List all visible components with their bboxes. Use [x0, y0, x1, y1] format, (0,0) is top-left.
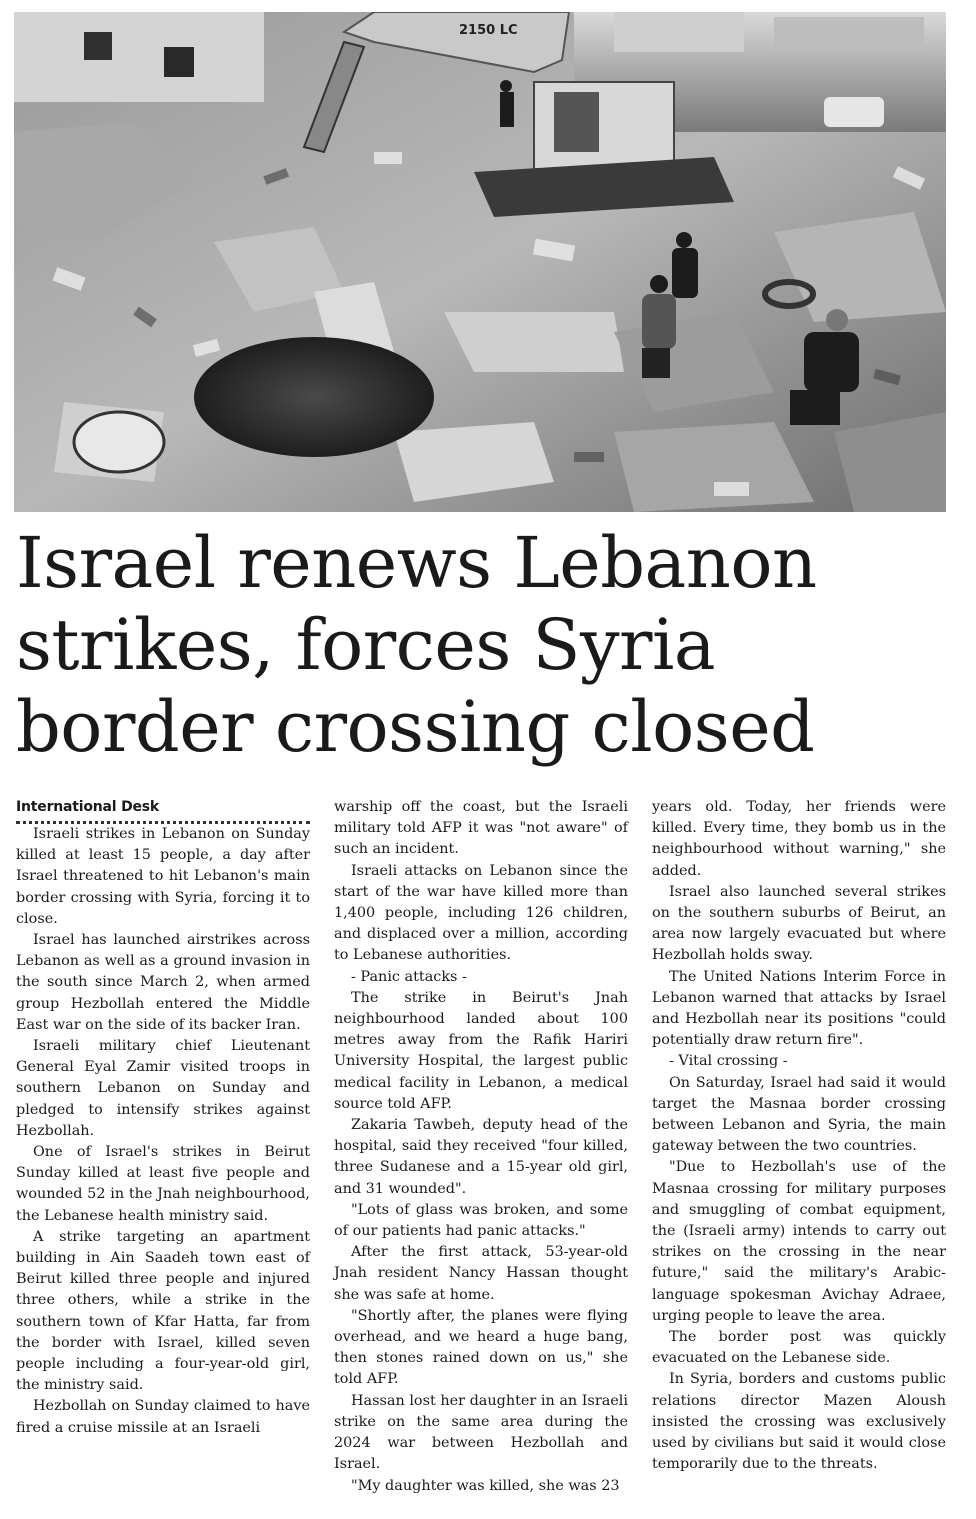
- paragraph: In Syria, borders and customs public relations director Mazen Aloush insisted the crossing was exclusively used by civilians but said it would close temporarily due to the threats.: [652, 1371, 946, 1473]
- paragraph: The strike in Beirut's Jnah neighbourhood landed about 100 metres away from the Rafik Hariri University Hospital, the largest public medical facility in Lebanon, a medical source told AFP.: [334, 989, 628, 1112]
- headline-line-3: border crossing closed: [16, 686, 815, 768]
- paragraph: Hassan lost her daughter in an Israeli strike on the same area during the 2024 war between Hezbollah and Israel.: [334, 1392, 628, 1473]
- paragraph: One of Israel's strikes in Beirut Sunday killed at least five people and wounded 52 in the Jnah neighbourhood, the Lebanese health ministry said.: [16, 1144, 310, 1224]
- headline: [16, 522, 956, 768]
- paragraph: "Shortly after, the planes were flying overhead, and we heard a huge bang, then stones rained down on us," she told AFP.: [334, 1307, 628, 1388]
- headline-line-2: strikes, forces Syria: [16, 604, 716, 686]
- paragraph: "Lots of glass was broken, and some of our patients had panic attacks.": [334, 1201, 628, 1240]
- paragraph: "My daughter was killed, she was 23: [351, 1477, 620, 1494]
- headline-line-1: Israel renews Lebanon: [16, 522, 817, 604]
- paragraph: Israel also launched several strikes on the southern suburbs of Beirut, an area now largely evacuated but where Hezbollah holds sway.: [652, 883, 946, 964]
- paragraph: "Due to Hezbollah's use of the Masnaa crossing for military purposes and smuggling of combat equipment, the (Israeli army) intends to carry out strikes on the crossing in the near future," said the military's Arabic-language spokesman Avichay Adraee, urging people to leave the area.: [652, 1159, 946, 1324]
- paragraph: Israel has launched airstrikes across Lebanon as well as a ground invasion in the south since March 2, when armed group Hezbollah entered the Middle East war on the side of its backer Iran.: [16, 932, 310, 1033]
- subheading: - Panic attacks -: [351, 968, 467, 985]
- paragraph: Israeli attacks on Lebanon since the start of the war have killed more than 1,400 people, including 126 children, and displaced over a million, according to Lebanese authorities.: [334, 862, 628, 964]
- byline: International Desk: [16, 797, 310, 824]
- subheading: - Vital crossing -: [669, 1053, 788, 1070]
- paragraph: Zakaria Tawbeh, deputy head of the hospital, said they received "four killed, three Sudanese and a 15-year old girl, and 31 wounded".: [334, 1117, 628, 1197]
- paragraph: warship off the coast, but the Israeli military told AFP it was "not aware" of such an incident.: [334, 799, 628, 858]
- paragraph: A strike targeting an apartment building in Ain Saadeh town east of Beirut killed three people and injured three others, while a strike in the southern town of Kfar Hatta, far from the border with Israel, killed seven people including a four-year-old girl, the ministry said.: [16, 1228, 310, 1394]
- article-column-2: [334, 797, 628, 1497]
- paragraph: Israeli strikes in Lebanon on Sunday killed at least 15 people, a day after Israel threatened to hit Lebanon's main border crossing with Syria, forcing it to close.: [16, 826, 310, 927]
- paragraph: Hezbollah on Sunday claimed to have fired a cruise missile at an Israeli: [16, 1398, 310, 1436]
- article-column-3: [652, 797, 946, 1476]
- paragraph: The United Nations Interim Force in Lebanon warned that attacks by Israel and Hezbollah near its positions "could potentially draw return fire".: [652, 968, 946, 1049]
- rubble-scene-image: [14, 12, 946, 512]
- news-photo: [14, 12, 946, 512]
- paragraph: Israeli military chief Lieutenant General Eyal Zamir visited troops in southern Lebanon on Sunday and pledged to intensify strikes against Hezbollah.: [16, 1038, 310, 1139]
- article-column-1: [16, 797, 310, 1439]
- machine-label: 2150 LC: [459, 23, 518, 38]
- paragraph: After the first attack, 53-year-old Jnah resident Nancy Hassan thought she was safe at home.: [334, 1244, 628, 1303]
- paragraph: years old. Today, her friends were killed. Every time, they bomb us in the neighbourhood without warning," she added.: [652, 799, 946, 879]
- paragraph: The border post was quickly evacuated on the Lebanese side.: [652, 1329, 946, 1367]
- paragraph: On Saturday, Israel had said it would target the Masnaa border crossing between Lebanon and Syria, the main gateway between the two countries.: [652, 1074, 946, 1155]
